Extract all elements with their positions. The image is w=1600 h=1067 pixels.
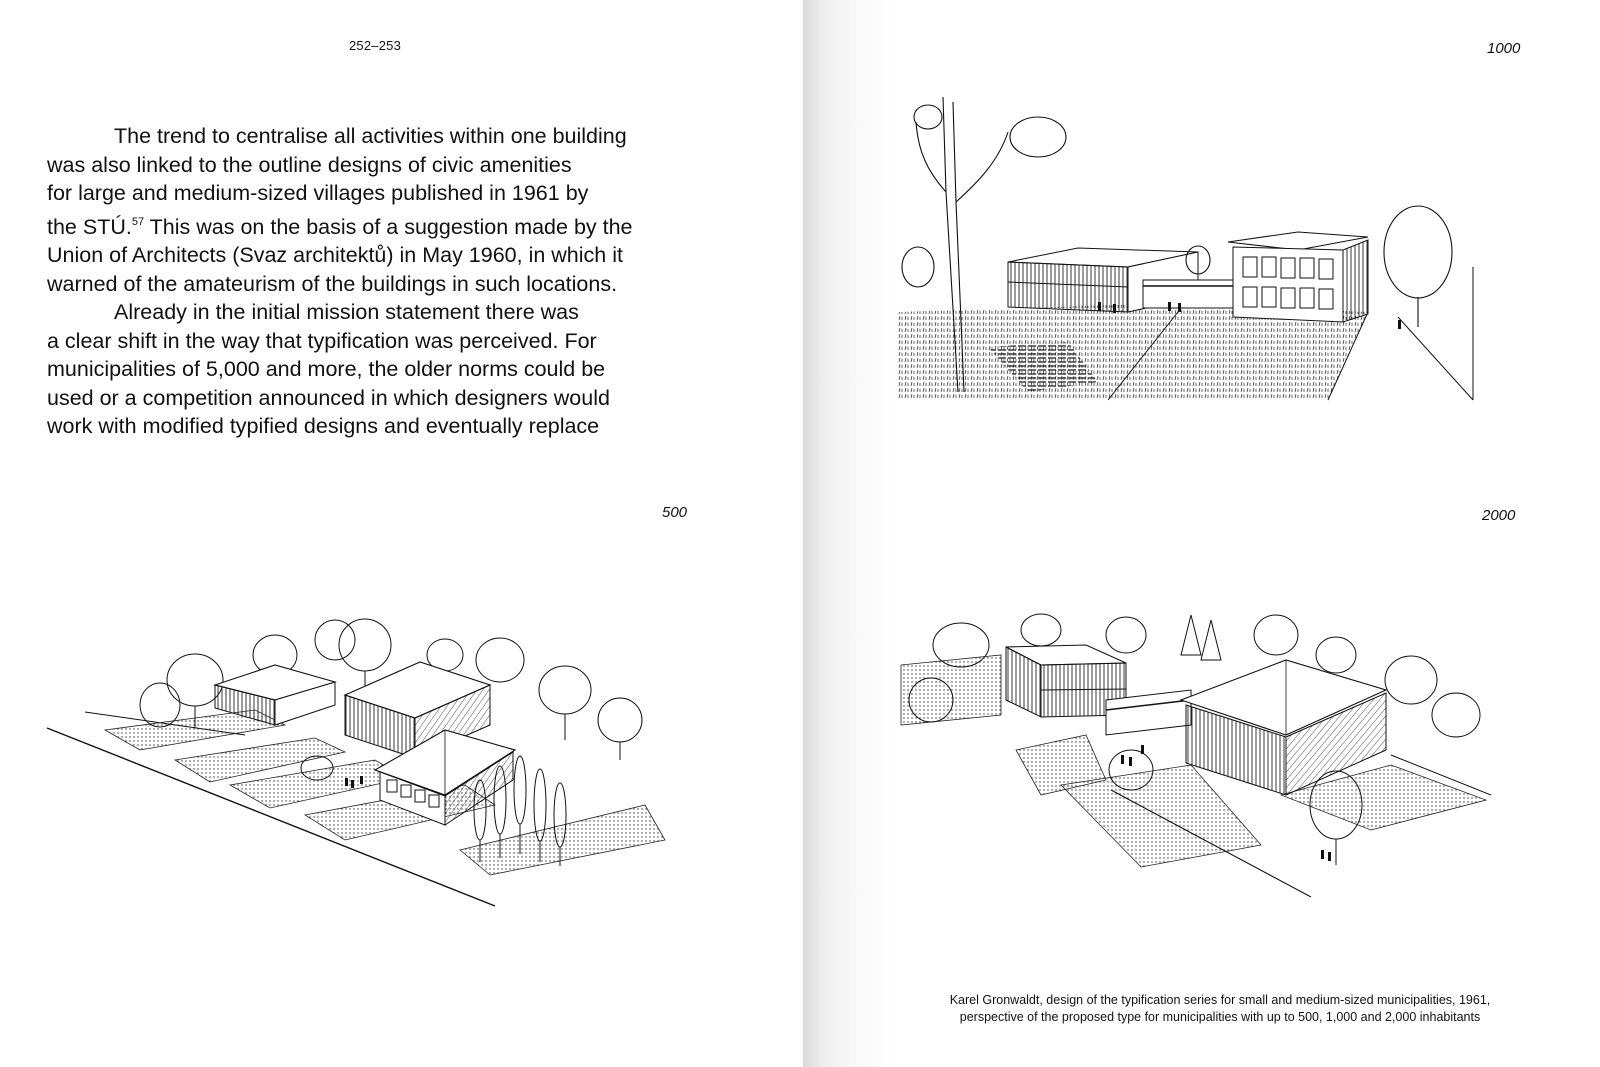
text-line: used or a competition announced in which designers would [47, 385, 610, 410]
drawing-2000 [891, 605, 1491, 905]
illustration-2000 [891, 605, 1491, 905]
text-line: The trend to centralise all activities within one building [114, 124, 627, 148]
text-line: Union of Architects (Svaz architektů) in May 1960, in which it [47, 243, 623, 267]
text-fragment: the STÚ. [47, 214, 132, 239]
text-line: warned of the amateurism of the buildings in such locations. [47, 271, 618, 296]
caption-line: Karel Gronwaldt, design of the typification series for small and medium-sized municipalities, 1961, [949, 993, 1491, 1007]
text-line: a clear shift in the way that typification was perceived. For [47, 328, 597, 353]
text-line: was also linked to the outline designs of civic amenities [47, 152, 572, 177]
illustration-1000 [898, 92, 1488, 404]
text-line: for large and medium-sized villages published in 1961 by [47, 181, 589, 205]
right-page [803, 0, 1600, 1067]
figure-caption [880, 992, 1560, 1026]
caption-line: perspective of the proposed type for municipalities with up to 500, 1,000 and 2,000 inhabitants [959, 1010, 1481, 1024]
label-1000: 1000 [1487, 40, 1521, 57]
text-line: work with modified typified designs and eventually replace [47, 414, 600, 438]
text-line: municipalities of 5,000 and more, the older norms could be [47, 357, 606, 381]
illustration-500 [45, 600, 685, 915]
drawing-1000 [898, 92, 1488, 404]
text-line [47, 208, 767, 242]
text-fragment: This was on the basis of a suggestion made by the [144, 214, 633, 239]
page-folio: 252–253 [349, 38, 402, 53]
label-2000: 2000 [1482, 507, 1516, 524]
footnote-ref: 57 [131, 215, 145, 228]
drawing-500 [45, 600, 685, 915]
label-500: 500 [662, 504, 688, 521]
body-text [47, 122, 767, 441]
text-line: Already in the initial mission statement there was [114, 300, 579, 324]
